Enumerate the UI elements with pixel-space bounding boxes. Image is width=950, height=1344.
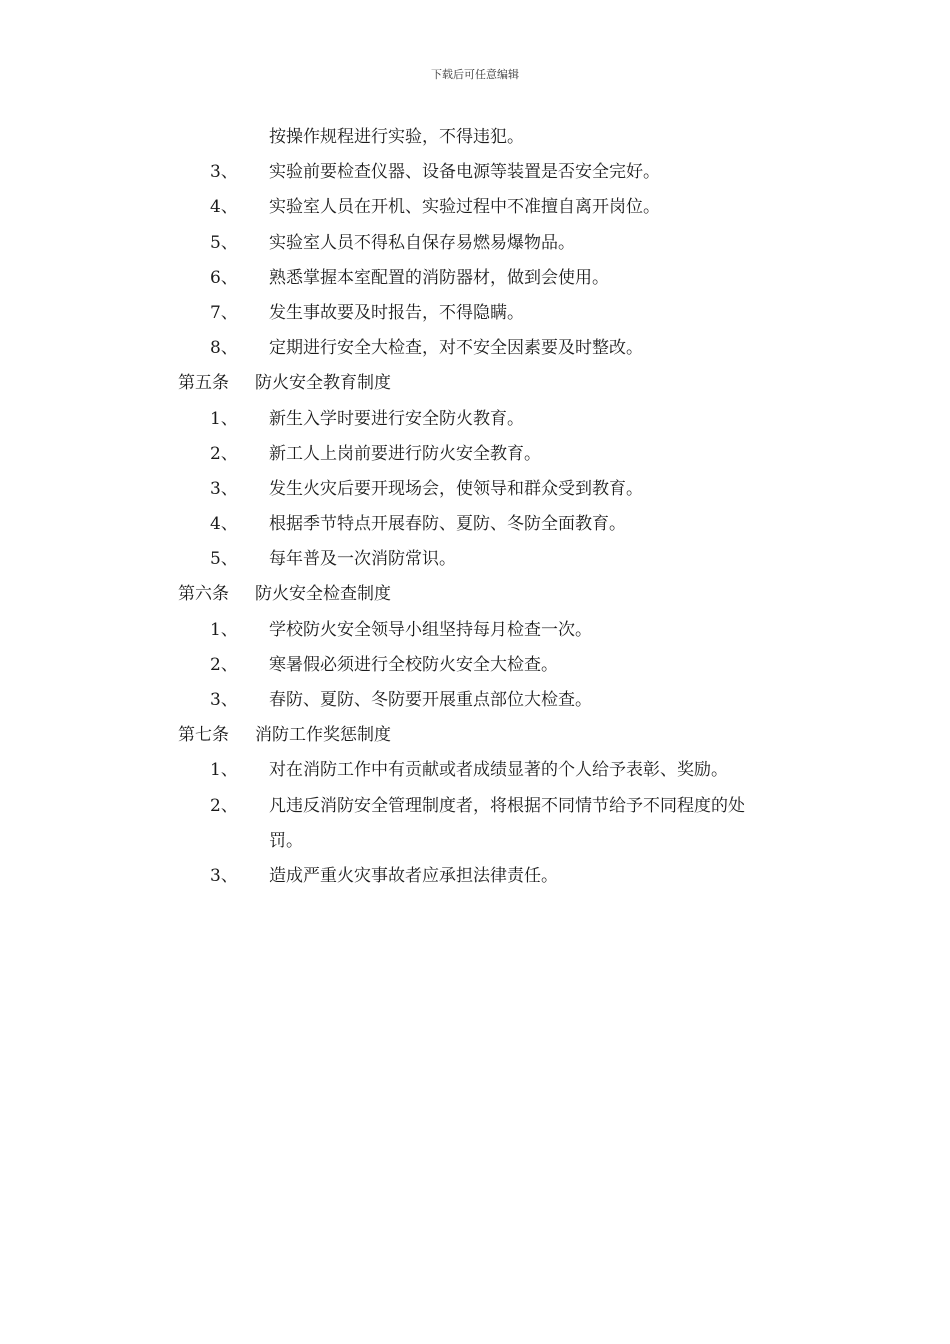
intro-continuation: 按操作规程进行实验，不得违犯。	[269, 127, 524, 147]
item-text: 造成严重火灾事故者应承担法律责任。	[269, 865, 558, 886]
item-number: 3、	[210, 865, 238, 886]
item-number: 1、	[210, 619, 238, 640]
list-item	[0, 542, 950, 577]
section-title: 防火安全检查制度	[255, 584, 391, 605]
list-item	[0, 507, 950, 542]
section-number: 第六条	[178, 584, 229, 605]
item-text: 学校防火安全领导小组坚持每月检查一次。	[269, 619, 592, 640]
item-number: 8、	[210, 338, 238, 359]
item-number: 3、	[210, 690, 238, 710]
section-title: 消防工作奖惩制度	[255, 725, 391, 746]
list-item	[0, 789, 950, 824]
item-text-continuation: 罚。	[269, 830, 303, 851]
list-item-continuation	[0, 824, 950, 859]
item-number: 7、	[210, 302, 238, 323]
item-text: 发生火灾后要开现场会，使领导和群众受到教育。	[269, 478, 643, 499]
item-text: 每年普及一次消防常识。	[269, 549, 456, 570]
item-number: 3、	[210, 162, 238, 183]
item-number: 1、	[210, 760, 238, 781]
item-number: 2、	[210, 795, 238, 816]
section-number: 第七条	[178, 725, 229, 746]
item-text: 实验前要检查仪器、设备电源等装置是否安全完好。	[269, 162, 660, 183]
item-text: 对在消防工作中有贡献或者成绩显著的个人给予表彰、奖励。	[269, 760, 728, 781]
section-heading	[0, 366, 950, 401]
page-header: 下载后可任意编辑	[431, 68, 519, 81]
list-item	[0, 261, 950, 296]
item-text: 寒暑假必须进行全校防火安全大检查。	[269, 654, 558, 675]
list-item	[0, 683, 950, 718]
item-number: 4、	[210, 514, 238, 535]
list-item	[0, 155, 950, 190]
paragraph-line	[0, 120, 950, 155]
document-body	[0, 120, 950, 894]
item-text: 春防、夏防、冬防要开展重点部位大检查。	[269, 690, 592, 710]
list-item	[0, 648, 950, 683]
list-item	[0, 753, 950, 788]
section-heading	[0, 718, 950, 753]
item-number: 1、	[210, 408, 238, 429]
section-heading	[0, 577, 950, 612]
item-number: 5、	[210, 232, 238, 253]
section-number: 第五条	[178, 373, 229, 394]
item-number: 5、	[210, 549, 238, 570]
list-item	[0, 859, 950, 894]
item-number: 2、	[210, 443, 238, 464]
list-item	[0, 402, 950, 437]
list-item	[0, 613, 950, 648]
item-number: 4、	[210, 197, 238, 218]
item-text: 根据季节特点开展春防、夏防、冬防全面教育。	[269, 514, 626, 535]
list-item	[0, 226, 950, 261]
list-item	[0, 472, 950, 507]
item-number: 2、	[210, 654, 238, 675]
item-number: 3、	[210, 478, 238, 499]
list-item	[0, 296, 950, 331]
section-title: 防火安全教育制度	[255, 373, 391, 394]
list-item	[0, 437, 950, 472]
item-text: 熟悉掌握本室配置的消防器材，做到会使用。	[269, 267, 609, 288]
item-text: 定期进行安全大检查，对不安全因素要及时整改。	[269, 338, 643, 359]
item-text: 新工人上岗前要进行防火安全教育。	[269, 443, 541, 464]
item-text: 新生入学时要进行安全防火教育。	[269, 408, 524, 429]
item-number: 6、	[210, 267, 238, 288]
item-text: 实验室人员不得私自保存易燃易爆物品。	[269, 232, 575, 253]
item-text: 实验室人员在开机、实验过程中不准擅自离开岗位。	[269, 197, 660, 218]
list-item	[0, 331, 950, 366]
list-item	[0, 190, 950, 225]
item-text: 凡违反消防安全管理制度者，将根据不同情节给予不同程度的处	[269, 795, 745, 816]
item-text: 发生事故要及时报告，不得隐瞒。	[269, 302, 524, 323]
